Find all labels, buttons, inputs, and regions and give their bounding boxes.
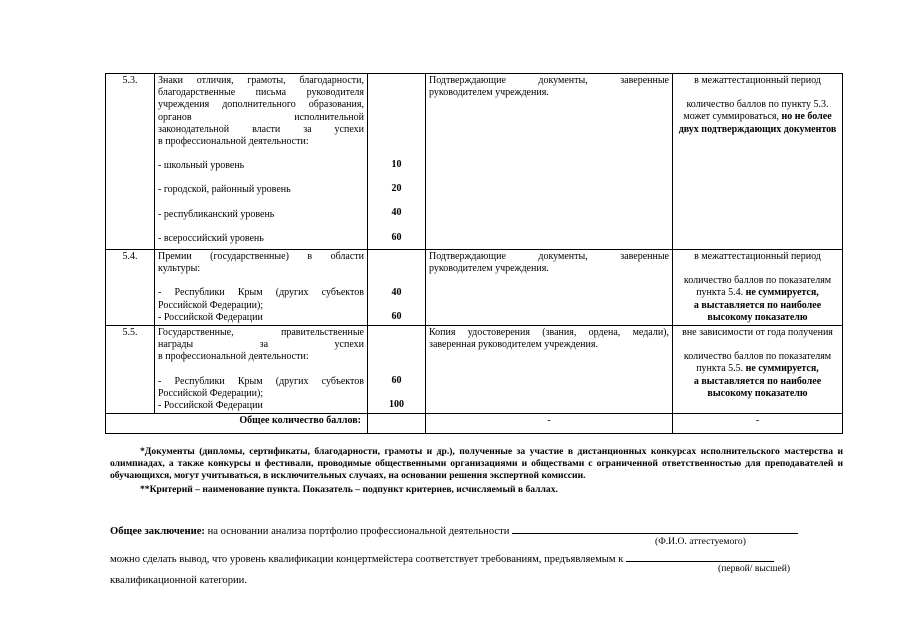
documents-text: Подтверждающие документы, заверенные руководителем учреждения. <box>429 251 669 275</box>
footnote-criterion: **Критерий – наименование пункта. Показатель – подпункт критериев, исчисляемый в баллах. <box>140 484 558 495</box>
note-line: количество баллов по показателям <box>683 275 832 287</box>
total-points <box>368 414 426 434</box>
documents-text: Копия удостоверения (звания, ордена, медали), заверенная руководителем учреждения. <box>429 327 669 351</box>
note-line: в межаттестационный период <box>694 75 821 86</box>
category-blank <box>626 550 774 562</box>
level-label: - Российской Федерации <box>158 400 263 412</box>
criterion-line: законодательной власти за успехи <box>158 123 364 135</box>
level-label: - всероссийский уровень <box>158 232 264 244</box>
row-number: 5.3. <box>106 74 155 250</box>
row-number: 5.4. <box>106 250 155 326</box>
criterion-line: культуры: <box>158 263 201 275</box>
note-cell <box>673 326 843 414</box>
points-value: 100 <box>389 399 404 411</box>
note-line: количество баллов по пункту 5.3. <box>686 99 829 111</box>
note-cell <box>673 250 843 326</box>
level-label: - республиканский уровень <box>158 208 275 220</box>
total-label: Общее количество баллов: <box>106 414 368 434</box>
points-value: 20 <box>391 183 402 195</box>
points-value: 60 <box>391 375 402 387</box>
documents-text: Подтверждающие документы, заверенные руководителем учреждения. <box>429 75 669 99</box>
conclusion-line-2 <box>110 550 774 565</box>
criteria-table <box>105 73 843 434</box>
note-line: а выставляется по наиболее <box>693 375 822 387</box>
note-line: в межаттестационный период <box>694 251 821 262</box>
criterion-cell <box>155 326 368 414</box>
points-cell <box>368 74 426 250</box>
row-number: 5.5. <box>106 326 155 414</box>
level-label: - Республики Крым (других субъектов Российской Федерации); <box>158 287 364 311</box>
footnote-documents: *Документы (дипломы, сертификаты, благодарности, грамоты и др.), полученные за участие в дистанционных конкурсах исполнительского мастерства и олимпиадах, а также конкурсы и фестивали, проводимые общественными организациями и обществами с ограниченной ответственностью для преподавателей и обучающихся, могут учитываться, в исключительных случаях, на основании решения экспертной комиссии. <box>110 446 843 481</box>
criterion-line: награды за успехи <box>158 339 364 351</box>
note-line: количество баллов по показателям <box>683 351 832 363</box>
level-label: - Республики Крым (других субъектов Российской Федерации); <box>158 375 364 399</box>
table-row-5-5 <box>106 326 843 414</box>
criterion-line: в профессиональной деятельности: <box>158 351 309 363</box>
documents-cell <box>426 74 673 250</box>
fio-blank <box>512 522 798 534</box>
level-label: - Российской Федерации <box>158 311 263 323</box>
documents-cell <box>426 250 673 326</box>
fio-caption: (Ф.И.О. аттестуемого) <box>655 536 746 547</box>
points-cell <box>368 326 426 414</box>
note-line: а выставляется по наиболее <box>693 299 822 311</box>
points-value: 60 <box>391 231 402 243</box>
criterion-line: в профессиональной деятельности: <box>158 136 309 148</box>
total-doc: - <box>426 414 673 434</box>
note-line: вне зависимости от года получения <box>682 327 833 339</box>
points-value: 40 <box>391 287 402 298</box>
conclusion-label: Общее заключение: <box>110 526 205 537</box>
conclusion-text-2: можно сделать вывод, что уровень квалификации концертмейстера соответствует требованиям, предъявляемым к <box>110 554 624 565</box>
note-line: двух подтверждающих документов <box>678 123 837 135</box>
documents-cell <box>426 326 673 414</box>
level-label: - школьный уровень <box>158 160 245 172</box>
note-cell <box>673 74 843 250</box>
criterion-line: Премии (государственные) в области <box>158 251 364 262</box>
note-line: может суммироваться, но не более <box>683 111 832 123</box>
note-line: высокому показателю <box>707 387 808 399</box>
criterion-line: органов исполнительной <box>158 111 364 123</box>
category-caption: (первой/ высшей) <box>718 563 791 574</box>
criterion-line: Знаки отличия, грамоты, благодарности, <box>158 75 364 86</box>
criterion-cell <box>155 74 368 250</box>
conclusion-text-3: квалификационной категории. <box>110 575 247 586</box>
table-row-total <box>106 414 843 434</box>
note-line: пункта 5.5. не суммируется, <box>696 363 819 375</box>
footnotes <box>110 446 843 496</box>
total-note: - <box>673 414 843 434</box>
note-line: пункта 5.4. не суммируется, <box>696 287 819 299</box>
table-row-5-3 <box>106 74 843 250</box>
points-value: 10 <box>391 159 402 170</box>
table-row-5-4 <box>106 250 843 326</box>
points-value: 40 <box>391 207 402 219</box>
points-cell <box>368 250 426 326</box>
conclusion-text-1: на основании анализа портфолио профессиональной деятельности <box>207 526 510 537</box>
criterion-line: благодарственные письма руководителя <box>158 87 364 99</box>
points-value: 60 <box>391 311 402 323</box>
note-line: высокому показателю <box>707 311 808 323</box>
criterion-cell <box>155 250 368 326</box>
criterion-line: учреждения дополнительного образования, <box>158 99 364 111</box>
level-label: - городской, районный уровень <box>158 184 291 196</box>
conclusion-line-1 <box>110 522 798 537</box>
criterion-line: Государственные, правительственные <box>158 327 364 339</box>
